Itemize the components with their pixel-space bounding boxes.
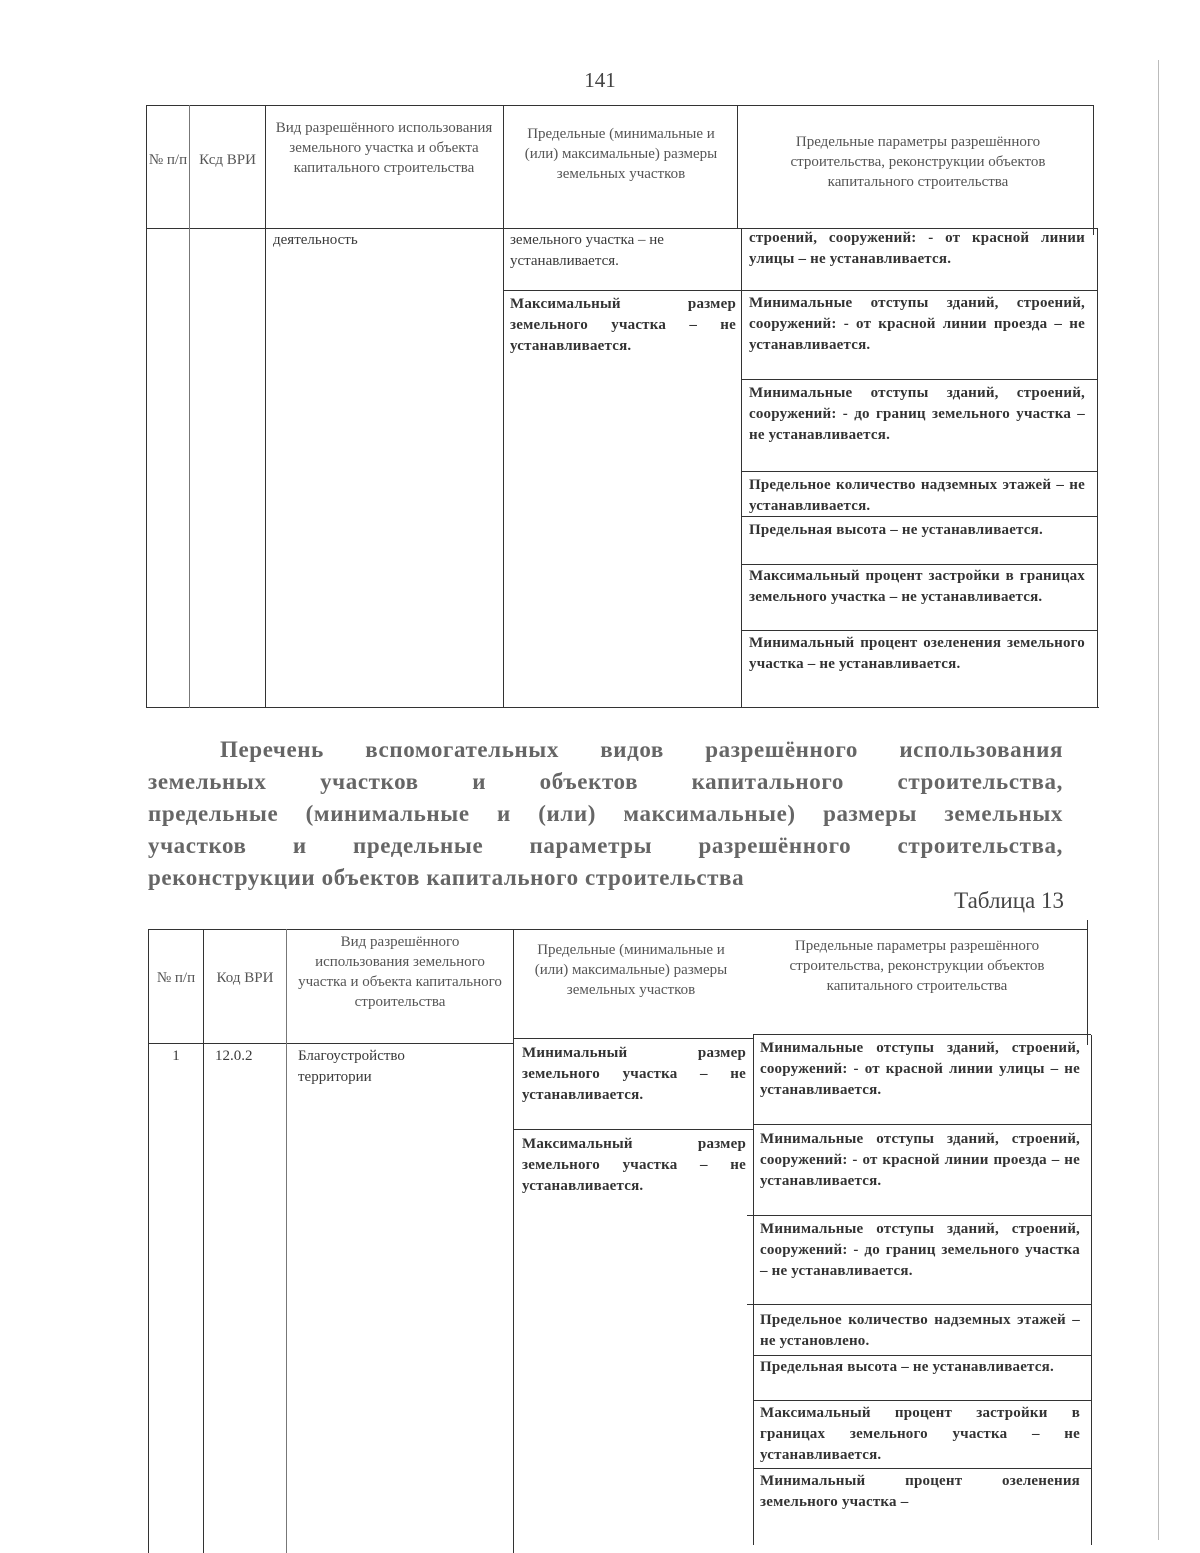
column-divider [265, 105, 266, 708]
table-border [148, 929, 149, 1553]
size-cell: Минимальный размер земельного участка – не устанавливается. [522, 1045, 746, 1103]
header-num: № п/п [148, 152, 188, 168]
header-sizes: Предельные (минимальные и (или) максимальные) размеры земельных участков [534, 942, 728, 998]
row-divider [741, 564, 1097, 565]
table-label: Таблица 13 [954, 888, 1064, 913]
table-border [1091, 1035, 1092, 1545]
section-heading [148, 734, 1063, 894]
scan-edge-line [1158, 60, 1159, 1540]
param-cell: Минимальный процент озеленения земельного участка – [760, 1473, 1080, 1510]
size-cell: Максимальный размер земельного участка – не устанавливается. [522, 1136, 746, 1194]
vri-code: 12.0.2 [215, 1048, 253, 1064]
vri-name: Благоустройство территории [298, 1048, 405, 1085]
header-params: Предельные параметры разрешённого строительства, реконструкции объектов капитального строительства [790, 134, 1046, 190]
table-border [148, 929, 1088, 930]
row-divider [741, 379, 1097, 380]
header-sizes: Предельные (минимальные и (или) максимальные) размеры земельных участков [524, 126, 718, 182]
param-cell: Минимальные отступы зданий, строений, сооружений: - от красной линии проезда – не устанавливается. [760, 1131, 1080, 1189]
param-cell: Предельное количество надземных этажей – не установлено. [760, 1312, 1080, 1349]
param-cell: Максимальный процент застройки в границах земельного участка – не устанавливается. [760, 1405, 1080, 1463]
heading-line: участков и предельные параметры разрешённого строительства, [148, 833, 1063, 858]
row-divider [753, 1124, 1091, 1125]
header-code: Ксд ВРИ [199, 152, 256, 168]
param-cell: Минимальные отступы зданий, строений, сооружений: - от красной линии улицы – не устанавливается. [760, 1040, 1080, 1098]
page-number: 141 [584, 68, 616, 92]
row-number: 1 [172, 1048, 180, 1064]
column-divider [741, 228, 742, 708]
heading-line: Перечень вспомогательных видов разрешённого использования [220, 737, 1063, 762]
table-border [1087, 920, 1088, 1045]
table-border [146, 105, 147, 708]
row-divider [747, 1304, 1091, 1305]
header-params: Предельные параметры разрешённого строительства, реконструкции объектов капитального строительства [789, 938, 1045, 994]
heading-line: реконструкции объектов капитального строительства [148, 865, 745, 890]
row-divider [503, 290, 741, 291]
param-cell: Максимальный процент застройки в границах земельного участка – не устанавливается. [749, 568, 1085, 605]
param-cell: Минимальные отступы зданий, строений, сооружений: - до границ земельного участка – не устанавливается. [760, 1221, 1080, 1279]
param-cell: Предельная высота – не устанавливается. [749, 522, 1043, 538]
column-divider [203, 929, 204, 1553]
column-divider [503, 105, 504, 708]
size-cell: Максимальный размер земельного участка – не устанавливается. [510, 296, 736, 354]
column-divider [189, 105, 190, 708]
table-border [1097, 228, 1098, 708]
column-divider [737, 105, 738, 229]
row-divider [753, 1355, 1091, 1356]
row-divider [753, 1468, 1091, 1469]
column-divider [286, 929, 287, 1553]
row-divider [741, 290, 1097, 291]
heading-line: земельных участков и объектов капитального строительства, [148, 769, 1063, 794]
param-cell: Минимальные отступы зданий, строений, сооружений: - от красной линии проезда – не устанавливается. [749, 295, 1085, 353]
param-cell: Минимальные отступы зданий, строений, сооружений: - до границ земельного участка – не устанавливается. [749, 385, 1085, 443]
param-cell: Предельное количество надземных этажей – не устанавливается. [749, 477, 1085, 514]
row-divider [747, 1215, 1091, 1216]
param-cell: Предельная высота – не устанавливается. [760, 1359, 1054, 1375]
header-code: Код ВРИ [216, 970, 274, 986]
heading-line: предельные (минимальные и (или) максимальные) размеры земельных [148, 801, 1063, 826]
header-divider [753, 1034, 1091, 1035]
table-border [1093, 105, 1094, 235]
vri-cell: деятельность [273, 232, 358, 248]
row-divider [741, 471, 1097, 472]
row-divider [741, 630, 1097, 631]
header-divider [513, 1038, 753, 1039]
row-divider [753, 1400, 1091, 1401]
column-divider [513, 929, 514, 1553]
param-cell: строений, сооружений: - от красной линии улицы – не устанавливается. [749, 230, 1085, 267]
table-border [146, 105, 1093, 106]
header-vri: Вид разрешённого использования земельного участка и объекта капитального строительства [298, 934, 502, 1010]
header-num: № п/п [156, 970, 196, 986]
header-vri: Вид разрешённого использования земельного участка и объекта капитального строительства [275, 120, 493, 176]
row-divider [513, 1129, 753, 1130]
table-border [146, 707, 1099, 708]
size-cell: земельного участка – не устанавливается. [510, 232, 664, 269]
param-cell: Минимальный процент озеленения земельного участка – не устанавливается. [749, 635, 1085, 672]
